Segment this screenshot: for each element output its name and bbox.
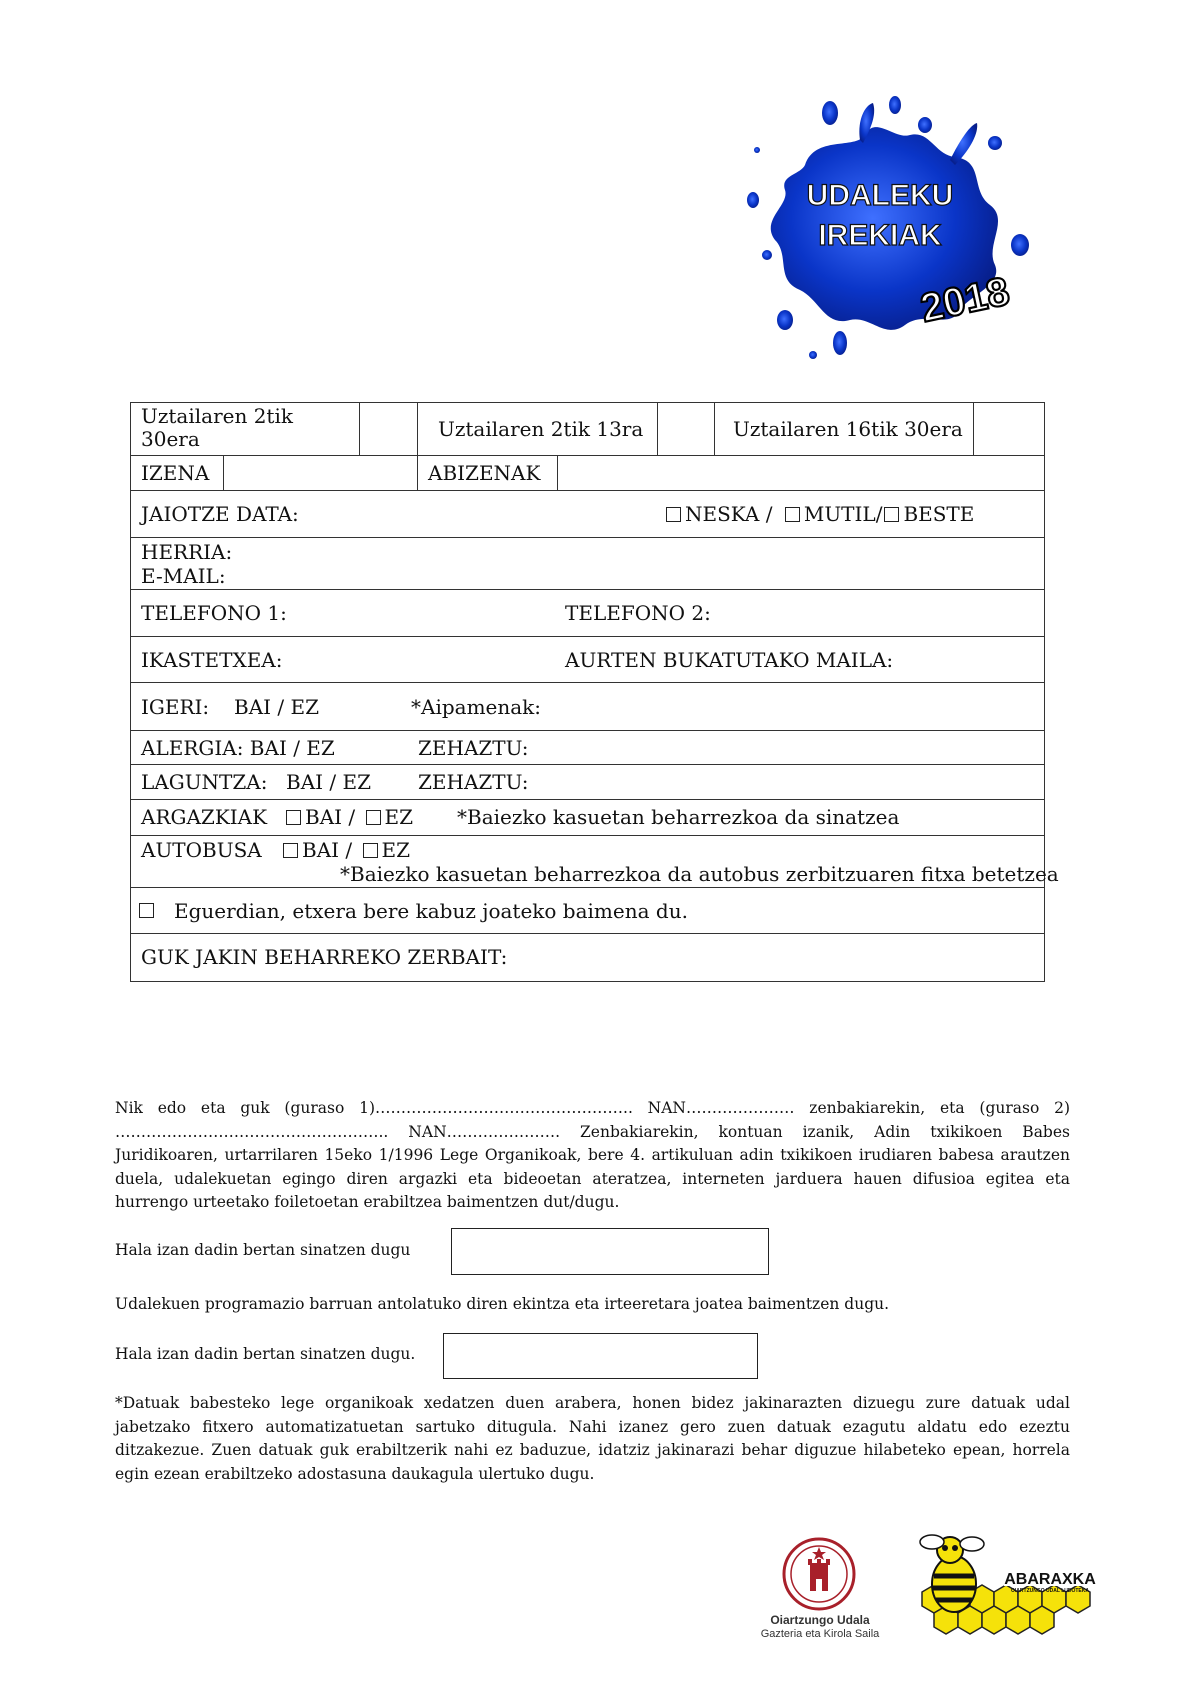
period-3-checkbox[interactable] [973,403,1044,455]
udala-name: Oiartzungo Udala [770,1613,870,1627]
jaiotze-data-label: JAIOTZE DATA: [141,502,299,526]
autobusa-bai-label: BAI / [302,838,353,862]
argazkiak-ez-checkbox[interactable] [366,810,381,825]
mutil-label: MUTIL/ [803,502,883,526]
laguntza-zehaztu-label: ZEHAZTU: [418,770,529,794]
email-label: E-MAIL: [141,564,226,588]
izena-field[interactable] [223,456,417,490]
udala-dept: Gazteria eta Kirola Saila [760,1628,880,1640]
mutil-checkbox[interactable] [785,507,800,522]
sign2-label: Hala izan dadin bertan sinatzen dugu. [115,1345,416,1363]
autobusa-ez-label: EZ [381,838,410,862]
igeri-options[interactable]: BAI / EZ [234,695,319,719]
autobusa-label: AUTOBUSA [141,838,262,862]
logo-year: 2018 [916,269,1014,331]
gender-options [666,502,974,526]
eguerdian-label: Eguerdian, etxera bere kabuz joateko baimena du. [174,899,688,923]
alergia-label: ALERGIA: BAI / EZ [141,736,335,760]
eguerdian-checkbox[interactable] [139,903,154,918]
signature-box-2[interactable] [443,1333,758,1379]
abaraxka-sub: OIARTZUNGO UDAL LUDOTEKA [1011,1588,1089,1594]
abizenak-label: ABIZENAK [428,461,541,485]
neska-checkbox[interactable] [666,507,681,522]
herria-label: HERRIA: [141,540,233,564]
consent-paragraph: Nik edo eta guk (guraso 1)………………………………………….. NAN………………… zenbakiarekin, eta (guraso 2) …………………………………………….. NAN…………………. Zenbakiarekin, kontuan izanik, Adin txikikoen Babes Juridikoaren, urtarrilaren 15eko 1/1996 Lege Organikoak, bere 4. artikuluan adin txikikoen irudiaren babesa arautzen duela, udalekuetan egingo diren argazki eta bideoetan ateratzea, interneten jarduera hauen difusioa egitea eta hurrengo urteetako foiletoetan erabiltzea baimentzen dut/dugu. [115,1099,1070,1211]
name-row [131,456,1044,491]
period-label-1: Uztailaren 2tik 30era [141,404,293,451]
laguntza-options[interactable]: BAI / EZ [286,770,371,794]
period-2-checkbox[interactable] [657,403,714,455]
guk-jakin-row[interactable] [131,934,1044,981]
eguerdian-row [131,888,1044,934]
herria-email-row[interactable] [131,538,1044,590]
argazkiak-row [131,800,1044,836]
logo-line-1: UDALEKU [806,179,954,212]
autobusa-options [283,838,410,862]
telefono2-label: TELEFONO 2: [565,601,711,625]
alergia-zehaztu-label: ZEHAZTU: [418,736,529,760]
laguntza-label: LAGUNTZA: [141,770,268,794]
maila-label: AURTEN BUKATUTAKO MAILA: [565,648,894,672]
telefono-row[interactable] [131,590,1044,637]
abaraxka-logo [912,1532,1102,1642]
argazkiak-bai-label: BAI / [305,805,356,829]
igeri-row[interactable] [131,683,1044,731]
birthdate-row[interactable] [131,491,1044,538]
period-label-3: Uztailaren 16tik 30era [733,417,963,441]
izena-label: IZENA [141,461,210,485]
neska-label: NESKA / [685,502,773,526]
argazkiak-label: ARGAZKIAK [141,805,268,829]
privacy-notice: *Datuak babesteko lege organikoak xedatzen duen arabera, honen bidez jakinarazten dizuegu zure datuak udal jabetzako fitxero automatizatuetan sartuko ditugula. Nahi izanez gero zuen datuak ezagutu aldatu edo ezeztu ditzakezue. Zuen datuak guk erabiltzerik nahi ez baduzue, idatziz jakinarazi behar diguzue hilabeteko epean, horrela egin ezean erabiltzeko adostasuna daukagula ulertuko dugu. [115,1394,1070,1483]
period-1-checkbox[interactable] [359,403,417,455]
argazkiak-ez-label: EZ [384,805,413,829]
period-label-2: Uztailaren 2tik 13ra [438,417,644,441]
igeri-label: IGERI: [141,695,210,719]
laguntza-row[interactable] [131,765,1044,800]
ikastetxea-label: IKASTETXEA: [141,648,283,672]
guk-jakin-label: GUK JAKIN BEHARREKO ZERBAIT: [141,945,508,969]
signature-box-1[interactable] [451,1228,769,1275]
abizenak-field[interactable] [557,456,1044,490]
oiartzungo-udala-seal [782,1537,856,1611]
aipamenak-label: *Aipamenak: [411,695,542,719]
autobusa-bai-checkbox[interactable] [283,843,298,858]
programazio-paragraph: Udalekuen programazio barruan antolatuko diren ekintza eta irteeretara joatea baimentzen dugu. [115,1295,890,1313]
registration-form [130,402,1059,982]
autobusa-row [131,836,1059,888]
argazkiak-bai-checkbox[interactable] [286,810,301,825]
abaraxka-name: ABARAXKA [1004,1571,1096,1588]
period-row [131,403,1044,456]
argazkiak-options [286,805,413,829]
beste-checkbox[interactable] [884,507,899,522]
argazkiak-note: *Baiezko kasuetan beharrezkoa da sinatzea [457,805,900,829]
autobusa-ez-checkbox[interactable] [363,843,378,858]
ikastetxea-row[interactable] [131,637,1044,683]
udaleku-irekiak-logo [745,95,1035,365]
autobusa-note: *Baiezko kasuetan beharrezkoa da autobus zerbitzuaren fitxa betetzea [340,862,1059,886]
telefono1-label: TELEFONO 1: [141,601,287,625]
alergia-row[interactable] [131,731,1044,765]
beste-label: BESTE [903,502,975,526]
sign1-label: Hala izan dadin bertan sinatzen dugu [115,1241,411,1259]
logo-line-2: IREKIAK [818,219,942,252]
